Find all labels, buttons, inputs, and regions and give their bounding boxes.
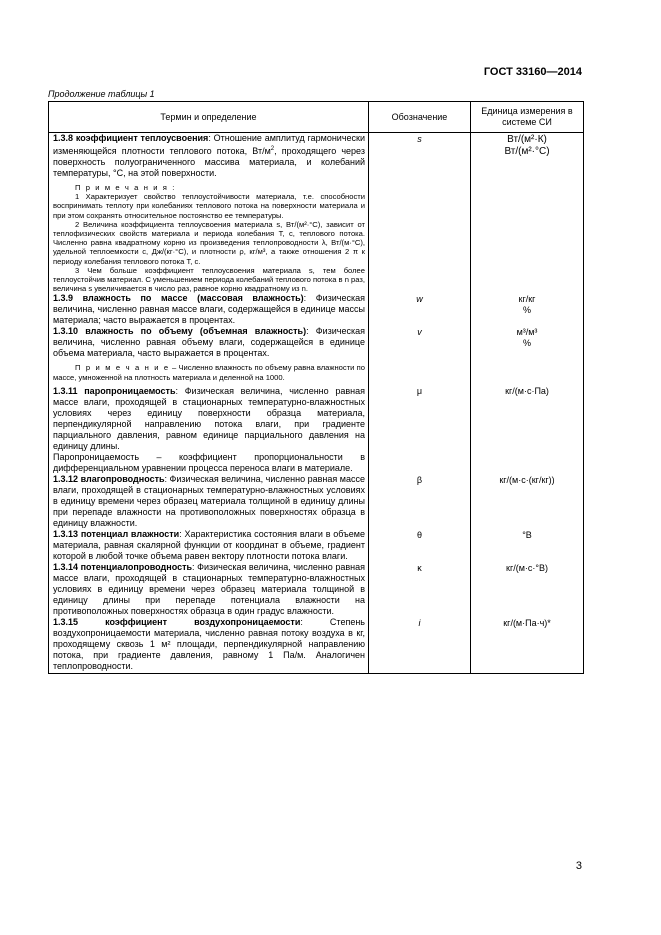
term-name: потенциал влажности <box>80 528 180 539</box>
term-number: 1.3.11 <box>53 385 78 396</box>
definition <box>53 474 365 529</box>
unit-line: Вт/(м²·°С) <box>504 146 550 157</box>
symbol-cell: w <box>369 293 471 326</box>
unit-line: кг/(м·Па·ч)* <box>503 617 551 628</box>
unit-line: кг/(м·с·°В) <box>506 562 548 573</box>
symbol-cell: θ <box>369 529 471 562</box>
column-header-unit: Единица измерения в системе СИ <box>471 102 584 133</box>
term-name: влажность по массе (массовая влажность) <box>82 293 304 304</box>
definition-text: : Отношение амплитуд гармонически изменяющейся плотности теплового потока, Вт/м <box>53 133 365 156</box>
definition <box>53 326 365 359</box>
unit-line: % <box>522 338 531 349</box>
table-row <box>49 562 584 617</box>
unit-cell <box>471 382 584 474</box>
term-number: 1.3.10 <box>53 326 79 337</box>
term-number: 1.3.13 <box>53 528 79 539</box>
term-cell <box>49 382 369 474</box>
term-name: паропроницаемость <box>84 385 176 396</box>
note-item: П р и м е ч а н и е – Численно влажность по объему равна влажности по массе, умноженной на плотность материала и деленной на 1000. <box>53 363 365 382</box>
unit-cell <box>471 562 584 617</box>
symbol-cell: μ <box>369 382 471 474</box>
term-cell <box>49 529 369 562</box>
unit-cell <box>471 293 584 326</box>
term-name: влажность по объему (объемная влажность) <box>85 326 307 337</box>
definition-text: : Физическая величина, численно равная массе влаги, проходящей в стационарных температурно-влажностных условиях в единицу времени через образец материала толщиной в единицу длины при перепаде влажности на противоположных поверхностях образца в единицу влажности. <box>53 473 365 528</box>
page-number: 3 <box>575 860 582 872</box>
table-row <box>49 474 584 529</box>
term-name: коэффициент воздухопроницаемости <box>105 616 301 627</box>
term-cell <box>49 474 369 529</box>
note-item: 2 Величина коэффициента теплоусвоения материала s, Вт/(м²·°С), зависит от теплофизических свойств материала и периода колебания T, с, теплового потока. Численно равна квадратному корню из произведения теплопроводности λ, Вт/(м·°С), удельной теплоемкости c, Дж/(кг·°С), и плотности ρ, кг/м³, а также отношения 2 π к периоду колебания теплового потока T, с. <box>53 219 365 266</box>
table-header-row <box>49 102 584 133</box>
unit-line: м³/м³ <box>516 327 538 338</box>
table-row <box>49 293 584 326</box>
note-item: 1 Характеризует свойство теплоустойчивости материала, т.е. способности воспринимать теплоту при колебаниях теплового потока на поверхности материала и при этом сохранять относительное постоянство ее температуры. <box>53 192 365 220</box>
definition <box>53 529 365 562</box>
definition-text: : Физическая величина, численно равная массе влаги, проходящей в стационарных температурно-влажностных условиях через единицу поверхности образца материала, перпендикулярной направлению потока влаги, при градиенте парциального давления, равном единице парциального давления на единицу длины. <box>53 385 365 451</box>
definition-text: : Физическая величина, численно равная массе влаги, содержащейся в единице массы материала; часто выражается в процентах. <box>53 293 365 326</box>
note-item: 3 Чем больше коэффициент теплоусвоения материала s, тем более теплоустойчив материал. С уменьшением периода колебаний теплового потока в n раз, величина s увеличивается в число раз, равное корню квадратному из n. <box>53 265 365 294</box>
unit-line: кг/(м·с·(кг/кг)) <box>499 474 555 485</box>
column-header-symbol: Обозначение <box>369 102 471 133</box>
definition-text: : Степень воздухопроницаемости материала, численно равная потоку воздуха в кг, проходящему сквозь 1 м² площади, перпендикулярной направлению потока, при градиенте давления, равному 1 Па/м. Аналогичен теплопроводности. <box>53 616 365 671</box>
definition-text: : Физическая величина, численно равная объему влаги, содержащейся в единице объема материала, часто выражается в процентах. <box>53 326 366 359</box>
extra-text: Паропроницаемость – коэффициент пропорциональности в дифференциальном уравнении процесса переноса влаги в материале. <box>53 451 365 473</box>
superscript: 2 <box>270 146 275 152</box>
symbol-cell: κ <box>369 562 471 617</box>
table-row <box>49 326 584 381</box>
term-number: 1.3.9 <box>53 293 74 304</box>
term-name: влагопроводность <box>80 473 165 484</box>
symbol-cell: i <box>369 617 471 674</box>
term-name: потенциалопроводность <box>80 561 193 572</box>
terms-table <box>48 101 584 674</box>
term-number: 1.3.14 <box>53 561 79 572</box>
symbol-cell: β <box>369 474 471 529</box>
symbol-cell: s <box>369 133 471 294</box>
definition <box>53 293 365 326</box>
unit-line: кг/кг <box>518 294 536 305</box>
term-cell <box>49 326 369 381</box>
table-row <box>49 529 584 562</box>
unit-cell <box>471 474 584 529</box>
definition <box>53 133 365 179</box>
term-number: 1.3.15 <box>53 616 79 627</box>
definition <box>53 617 365 672</box>
term-cell <box>49 562 369 617</box>
table-row <box>49 382 584 474</box>
unit-cell <box>471 326 584 381</box>
notes-label: П р и м е ч а н и я : <box>75 183 176 192</box>
term-number: 1.3.8 <box>53 133 74 143</box>
unit-line: % <box>522 305 531 316</box>
term-cell <box>49 133 369 294</box>
unit-cell <box>471 617 584 674</box>
term-number: 1.3.12 <box>53 473 79 484</box>
term-name: коэффициент теплоусвоения <box>75 133 209 143</box>
table-caption: Продолжение таблицы 1 <box>48 89 155 99</box>
document-code: ГОСТ 33160—2014 <box>483 66 582 78</box>
definition-text: , проходящего через поверхность полуограниченного массива материала, и колебаний температуры, °С, на этой поверхности. <box>53 146 365 178</box>
definition <box>53 562 365 617</box>
unit-cell <box>471 133 584 294</box>
unit-line: °В <box>522 529 532 540</box>
definition <box>53 386 365 452</box>
unit-cell <box>471 529 584 562</box>
definition-text: : Характеристика состояния влаги в объеме материала, равная скалярной функции от координат в объеме, градиент которой в любой точке объема равен вектору плотности потока влаги. <box>53 528 365 561</box>
column-header-term: Термин и определение <box>49 102 369 133</box>
unit-line: Вт/(м²·К) <box>507 134 547 145</box>
term-cell <box>49 293 369 326</box>
definition-text: : Физическая величина, численно равная массе влаги, проходящей в стационарных температурно-влажностных условиях в единицу времени через образец материала толщиной в единицу длины при перепаде потенциала влажности на противоположных поверхностях образца в один градус влажности. <box>53 561 365 616</box>
symbol-cell: v <box>369 326 471 381</box>
table-row <box>49 617 584 674</box>
term-cell <box>49 617 369 674</box>
table-row <box>49 133 584 294</box>
unit-line: кг/(м·с·Па) <box>505 385 549 396</box>
